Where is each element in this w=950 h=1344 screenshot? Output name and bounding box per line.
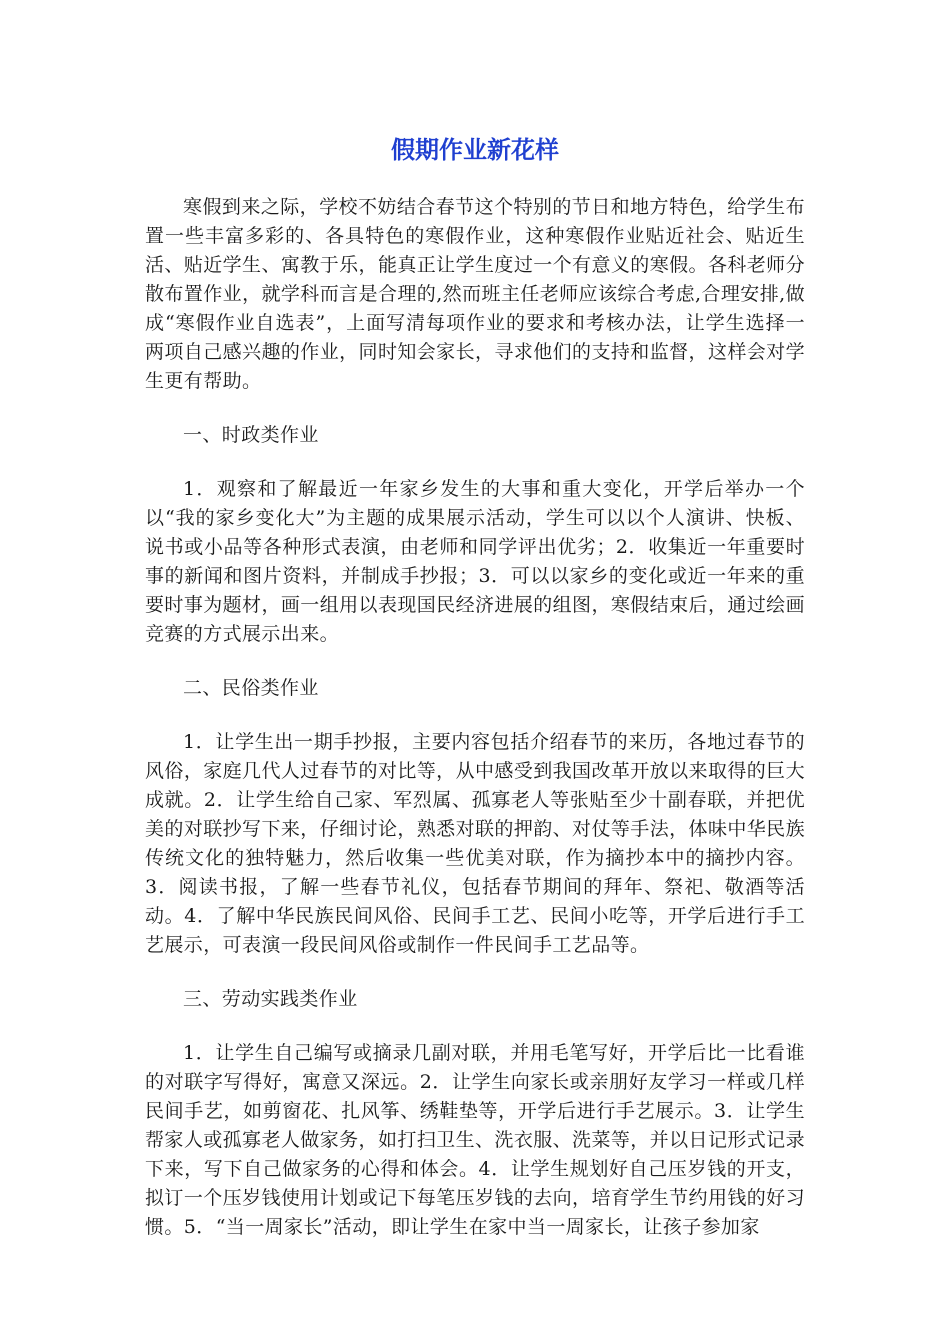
intro-paragraph: 寒假到来之际，学校不妨结合春节这个特别的节日和地方特色，给学生布置一些丰富多彩的、各具特色的寒假作业，这种寒假作业贴近社会、贴近生活、贴近学生、寓教于乐，能真正让学生度过一个有意义的寒假。各科老师分散布置作业，就学科而言是合理的,然而班主任老师应该综合考虑,合理安排,做成“寒假作业自选表”，上面写清每项作业的要求和考核办法，让学生选择一两项自己感兴趣的作业，同时知会家长，寻求他们的支持和监督，这样会对学生更有帮助。 <box>145 196 805 392</box>
document-title: 假期作业新花样 <box>391 136 559 164</box>
section-heading-current-affairs: 一、时政类作业 <box>183 424 319 446</box>
section-heading-folk-customs: 二、民俗类作业 <box>183 677 319 699</box>
section-heading-labor-practice: 三、劳动实践类作业 <box>183 988 358 1010</box>
section-paragraph-labor-practice: 1．让学生自己编写或摘录几副对联，并用毛笔写好，开学后比一比看谁的对联字写得好，寓意又深远。2．让学生向家长或亲朋好友学习一样或几样民间手艺，如剪窗花、扎风筝、绣鞋垫等，开学后进行手艺展示。3．让学生帮家人或孤寡老人做家务，如打扫卫生、洗衣服、洗菜等，并以日记形式记录下来，写下自己做家务的心得和体会。4．让学生规划好自己压岁钱的开支，拟订一个压岁钱使用计划或记下每笔压岁钱的去向，培育学生节约用钱的好习惯。5．“当一周家长”活动，即让学生在家中当一周家长，让孩子参加家 <box>145 1042 805 1238</box>
document-body <box>145 193 805 1267</box>
section-paragraph-folk-customs: 1．让学生出一期手抄报，主要内容包括介绍春节的来历，各地过春节的风俗，家庭几代人过春节的对比等，从中感受到我国改革开放以来取得的巨大成就。2．让学生给自己家、军烈属、孤寡老人等张贴至少十副春联，并把优美的对联抄写下来，仔细讨论，熟悉对联的押韵、对仗等手法，体味中华民族传统文化的独特魅力，然后收集一些优美对联，作为摘抄本中的摘抄内容。3．阅读书报，了解一些春节礼仪，包括春节期间的拜年、祭祀、敬酒等活动。4．了解中华民族民间风俗、民间手工艺、民间小吃等，开学后进行手工艺展示，可表演一段民间风俗或制作一件民间手工艺品等。 <box>145 731 805 956</box>
section-paragraph-current-affairs: 1．观察和了解最近一年家乡发生的大事和重大变化，开学后举办一个以“我的家乡变化大”为主题的成果展示活动，学生可以以个人演讲、快板、说书或小品等各种形式表演，由老师和同学评出优劣；2．收集近一年重要时事的新闻和图片资料，并制成手抄报；3．可以以家乡的变化或近一年来的重要时事为题材，画一组用以表现国民经济进展的组图，寒假结束后，通过绘画竞赛的方式展示出来。 <box>145 478 805 645</box>
